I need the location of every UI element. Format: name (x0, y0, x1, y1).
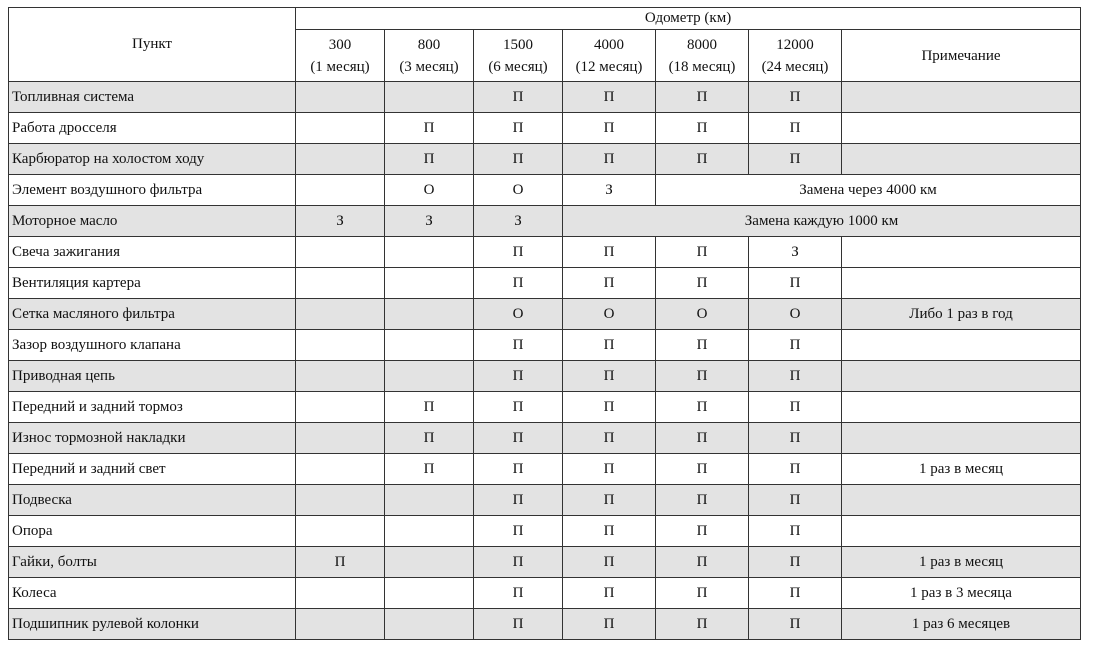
interval-action-cell: П (474, 361, 563, 392)
interval-action-cell: П (656, 547, 749, 578)
interval-action-cell: П (656, 423, 749, 454)
interval-km: 300 (328, 36, 352, 53)
interval-action-cell (385, 609, 474, 640)
interval-action-cell: П (749, 578, 842, 609)
interval-action-cell: П (656, 454, 749, 485)
interval-action-cell: П (749, 144, 842, 175)
interval-action-cell (385, 485, 474, 516)
interval-period: (6 месяц) (488, 58, 548, 75)
interval-action-cell (296, 144, 385, 175)
interval-action-cell: П (656, 144, 749, 175)
note-cell (842, 423, 1081, 454)
interval-action-cell (385, 268, 474, 299)
interval-period: (18 месяц) (668, 58, 736, 75)
interval-column-header (563, 30, 656, 82)
interval-action-cell: П (656, 578, 749, 609)
note-cell (842, 330, 1081, 361)
item-name-cell: Работа дросселя (9, 113, 296, 144)
note-column-header: Примечание (842, 30, 1081, 82)
interval-action-cell: З (563, 175, 656, 206)
note-cell (842, 516, 1081, 547)
interval-action-cell (296, 423, 385, 454)
interval-action-cell: П (474, 82, 563, 113)
odometer-group-header: Одометр (км) (296, 8, 1081, 30)
interval-action-cell: П (749, 423, 842, 454)
interval-action-cell: П (563, 423, 656, 454)
interval-action-cell: П (656, 392, 749, 423)
interval-column-header (296, 30, 385, 82)
interval-column-header (385, 30, 474, 82)
interval-action-cell: П (563, 547, 656, 578)
item-name-cell: Топливная система (9, 82, 296, 113)
note-cell (842, 237, 1081, 268)
interval-column-header (749, 30, 842, 82)
note-cell (842, 485, 1081, 516)
interval-action-cell: П (474, 330, 563, 361)
table-row (9, 113, 1081, 144)
interval-action-cell: П (656, 609, 749, 640)
interval-action-cell (385, 299, 474, 330)
item-name-cell: Элемент воздушного фильтра (9, 175, 296, 206)
interval-action-cell (296, 82, 385, 113)
interval-km: 12000 (776, 36, 814, 53)
interval-action-cell: П (656, 516, 749, 547)
interval-action-cell: П (563, 361, 656, 392)
interval-action-cell: П (749, 113, 842, 144)
table-header (9, 8, 1081, 82)
interval-action-cell: П (474, 268, 563, 299)
interval-action-cell: П (563, 392, 656, 423)
item-name-cell: Колеса (9, 578, 296, 609)
interval-action-cell: П (749, 516, 842, 547)
interval-action-cell (296, 113, 385, 144)
interval-action-cell (385, 361, 474, 392)
interval-period: (12 месяц) (575, 58, 643, 75)
interval-action-cell: П (474, 454, 563, 485)
table-row (9, 330, 1081, 361)
interval-action-cell (385, 330, 474, 361)
interval-action-cell (296, 516, 385, 547)
interval-action-cell: О (385, 175, 474, 206)
note-cell: Либо 1 раз в год (842, 299, 1081, 330)
note-cell (842, 392, 1081, 423)
table-row (9, 609, 1081, 640)
interval-action-cell: П (656, 113, 749, 144)
interval-action-cell: П (563, 454, 656, 485)
interval-action-cell: П (474, 516, 563, 547)
interval-action-cell: П (563, 113, 656, 144)
interval-action-cell: П (749, 82, 842, 113)
interval-action-cell (296, 578, 385, 609)
interval-action-cell: П (563, 237, 656, 268)
item-name-cell: Карбюратор на холостом ходу (9, 144, 296, 175)
table-row (9, 206, 1081, 237)
interval-action-cell: П (749, 392, 842, 423)
note-cell: 1 раз 6 месяцев (842, 609, 1081, 640)
interval-km: 8000 (687, 36, 717, 53)
table-body (9, 82, 1081, 640)
interval-action-cell (385, 237, 474, 268)
interval-action-cell: П (563, 82, 656, 113)
interval-action-cell: З (385, 206, 474, 237)
note-cell (842, 113, 1081, 144)
interval-column-header (656, 30, 749, 82)
interval-km: 800 (417, 36, 441, 53)
interval-action-cell: О (563, 299, 656, 330)
note-cell (842, 82, 1081, 113)
interval-action-cell: О (656, 299, 749, 330)
interval-action-cell: П (474, 578, 563, 609)
table-row (9, 454, 1081, 485)
interval-action-cell (296, 330, 385, 361)
interval-action-cell: П (563, 144, 656, 175)
table-row (9, 392, 1081, 423)
item-name-cell: Вентиляция картера (9, 268, 296, 299)
table-row (9, 175, 1081, 206)
item-name-cell: Сетка масляного фильтра (9, 299, 296, 330)
interval-action-cell: П (656, 82, 749, 113)
interval-action-cell: П (563, 330, 656, 361)
spanning-note-cell: Замена через 4000 км (656, 175, 1081, 206)
interval-action-cell (385, 547, 474, 578)
interval-action-cell: З (474, 206, 563, 237)
interval-action-cell: П (563, 578, 656, 609)
interval-action-cell: П (563, 516, 656, 547)
interval-action-cell: П (385, 113, 474, 144)
interval-action-cell: П (563, 268, 656, 299)
item-name-cell: Передний и задний свет (9, 454, 296, 485)
table-row (9, 423, 1081, 454)
interval-action-cell: П (385, 144, 474, 175)
interval-action-cell (296, 268, 385, 299)
interval-action-cell: П (749, 268, 842, 299)
interval-action-cell: П (749, 454, 842, 485)
interval-action-cell: П (385, 392, 474, 423)
interval-action-cell (385, 516, 474, 547)
interval-action-cell: П (474, 113, 563, 144)
table-row (9, 578, 1081, 609)
interval-action-cell (385, 82, 474, 113)
interval-action-cell: П (474, 609, 563, 640)
interval-action-cell (296, 454, 385, 485)
item-name-cell: Подвеска (9, 485, 296, 516)
item-name-cell: Передний и задний тормоз (9, 392, 296, 423)
interval-action-cell (296, 299, 385, 330)
interval-action-cell: П (749, 609, 842, 640)
interval-action-cell: П (656, 268, 749, 299)
interval-action-cell (296, 392, 385, 423)
interval-action-cell (296, 237, 385, 268)
table-row (9, 485, 1081, 516)
item-column-header: Пункт (9, 8, 296, 82)
spanning-note-cell: Замена каждую 1000 км (563, 206, 1081, 237)
table-row (9, 144, 1081, 175)
interval-km: 4000 (594, 36, 624, 53)
interval-action-cell: П (474, 423, 563, 454)
interval-action-cell: П (563, 485, 656, 516)
interval-action-cell: П (474, 392, 563, 423)
maintenance-schedule-table (8, 7, 1081, 640)
interval-action-cell: З (749, 237, 842, 268)
interval-action-cell: П (749, 485, 842, 516)
interval-action-cell: П (749, 547, 842, 578)
note-cell (842, 144, 1081, 175)
note-cell: 1 раз в месяц (842, 547, 1081, 578)
interval-action-cell: П (563, 609, 656, 640)
note-cell: 1 раз в 3 месяца (842, 578, 1081, 609)
interval-action-cell: П (749, 361, 842, 392)
table-row (9, 547, 1081, 578)
interval-action-cell: П (474, 485, 563, 516)
note-cell (842, 361, 1081, 392)
interval-action-cell: П (749, 330, 842, 361)
interval-action-cell: П (656, 330, 749, 361)
item-name-cell: Зазор воздушного клапана (9, 330, 296, 361)
interval-action-cell: О (474, 175, 563, 206)
interval-action-cell (296, 609, 385, 640)
interval-action-cell: П (656, 237, 749, 268)
interval-action-cell: П (385, 423, 474, 454)
item-name-cell: Свеча зажигания (9, 237, 296, 268)
interval-action-cell: П (474, 237, 563, 268)
interval-action-cell: П (656, 485, 749, 516)
interval-action-cell: О (474, 299, 563, 330)
interval-action-cell: П (474, 144, 563, 175)
item-name-cell: Гайки, болты (9, 547, 296, 578)
interval-action-cell: П (296, 547, 385, 578)
interval-km: 1500 (503, 36, 533, 53)
table-row (9, 299, 1081, 330)
table-row (9, 82, 1081, 113)
interval-action-cell: П (656, 361, 749, 392)
item-name-cell: Приводная цепь (9, 361, 296, 392)
table-row (9, 361, 1081, 392)
note-cell (842, 268, 1081, 299)
table-row (9, 237, 1081, 268)
interval-action-cell: З (296, 206, 385, 237)
interval-action-cell: О (749, 299, 842, 330)
note-cell: 1 раз в месяц (842, 454, 1081, 485)
interval-action-cell (296, 485, 385, 516)
interval-action-cell: П (474, 547, 563, 578)
interval-period: (1 месяц) (310, 58, 370, 75)
item-name-cell: Подшипник рулевой колонки (9, 609, 296, 640)
interval-period: (24 месяц) (761, 58, 829, 75)
interval-action-cell (296, 361, 385, 392)
interval-action-cell (296, 175, 385, 206)
interval-period: (3 месяц) (399, 58, 459, 75)
item-name-cell: Износ тормозной накладки (9, 423, 296, 454)
table-row (9, 516, 1081, 547)
interval-action-cell: П (385, 454, 474, 485)
interval-column-header (474, 30, 563, 82)
table-row (9, 268, 1081, 299)
item-name-cell: Моторное масло (9, 206, 296, 237)
interval-action-cell (385, 578, 474, 609)
item-name-cell: Опора (9, 516, 296, 547)
